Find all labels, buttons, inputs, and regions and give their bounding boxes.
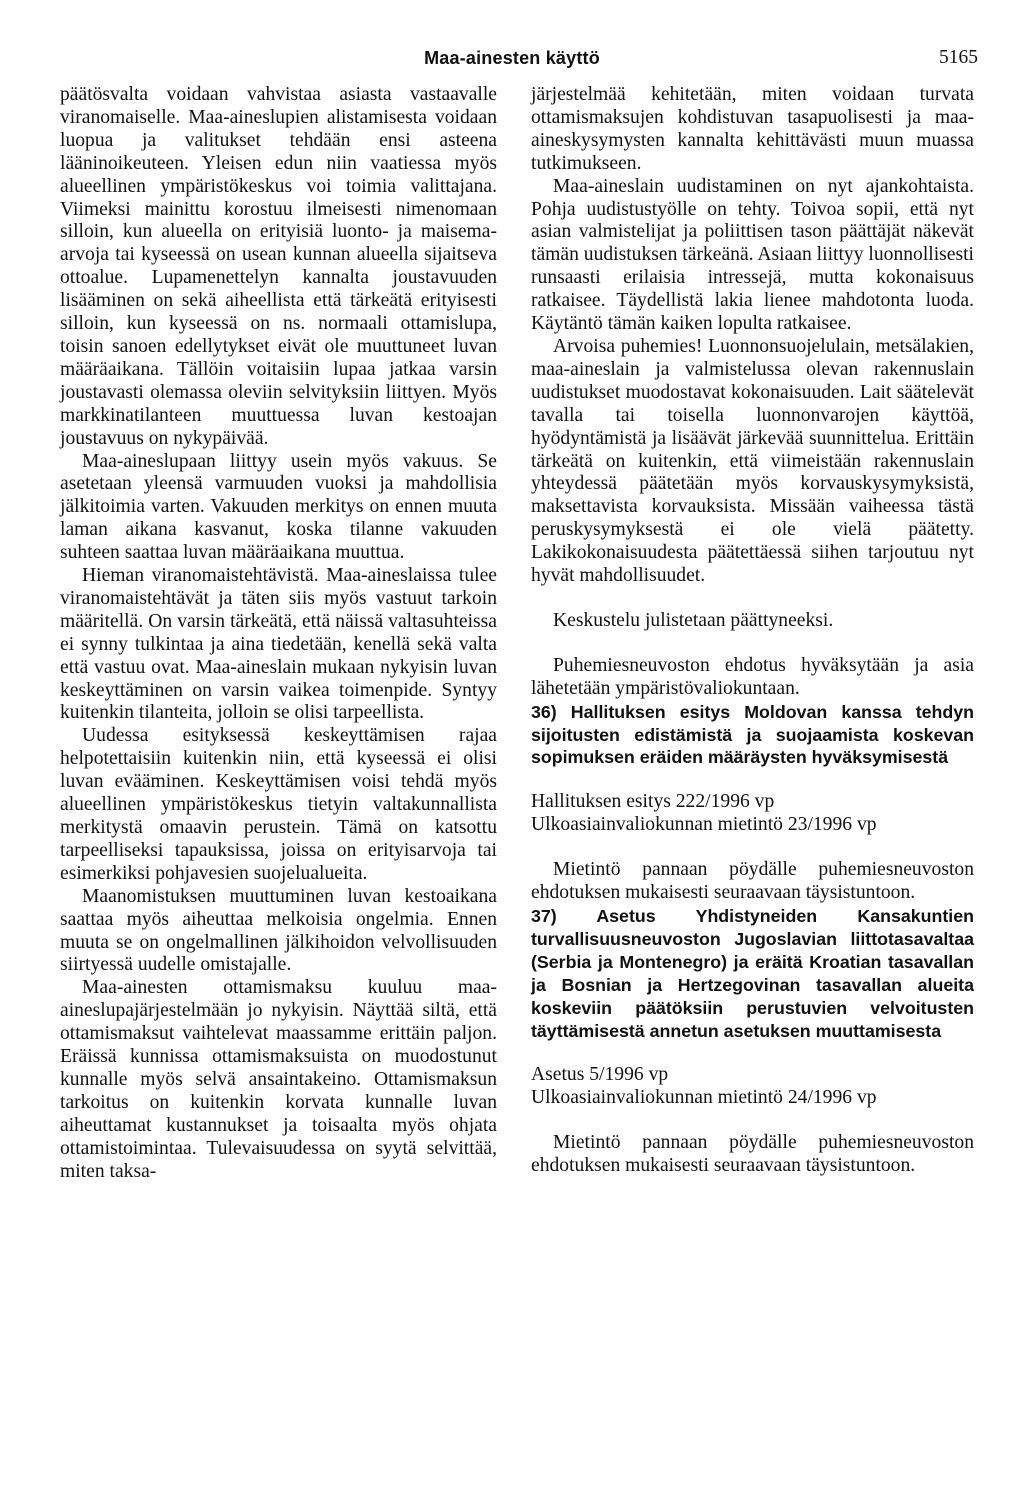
right-column	[531, 84, 974, 1178]
reference-proposal: Hallituksen esitys 222/1996 vp	[531, 791, 775, 813]
agenda-item-37	[531, 905, 974, 1178]
agenda-item-decision: Mietintö pannaan pöydälle puhemiesneuvoston ehdotuksen mukaisesti seuraavaan täysistuntoon.	[531, 1132, 974, 1177]
proposal-accepted-note: Puhemiesneuvoston ehdotus hyväksytään ja asia lähetetään ympäristövaliokuntaan.	[531, 654, 974, 699]
agenda-item-36	[531, 701, 974, 905]
paragraph: Maa-ainesten ottamismaksu kuuluu maa-aineslupajärjestelmään jo nykyisin. Näyttää siltä, että ottamismaksut vaihtelevat maassamme erittäin paljon. Eräissä kunnissa ottamismaksuista on muodostunut kunnalle myös selvä ansaintakeino. Ottamismaksun tarkoitus on kuitenkin korvata kunnalle luvan aiheuttamat kustannukset ja toisaalta myös ohjata ottamistoimintaa. Tulevaisuudessa on syytä selvittää, miten taksa-	[60, 977, 497, 1182]
paragraph-continuation: päätösvalta voidaan vahvistaa asiasta vastaavalle viranomaiselle. Maa-aineslupien alistamisesta voidaan luopua ja valitukset tehdään ensi asteena lääninoikeuteen. Yleisen edun niin vaatiessa myös alueellinen ympäristökeskus voi toimia valittajana. Viimeksi mainittu korostuu ilmeisesti nimenomaan silloin, kun alueella on erityisiä luonto- ja maisema-arvoja tai kyseessä on usean kunnan alueella sijaitseva ottoalue. Lupamenettelyn kannalta joustavuuden lisääminen on sekä aiheellista että tärkeätä erityisesti silloin, kun kyseessä on ns. normaali ottamislupa, toisin sanoen edellytykset eivät ole muuttuneet luvan määräaikana. Tällöin voitaisiin lupaa jatkaa varsin joustavasti olemassa oleviin selvityksiin liittyen. Myös markkinatilanteen muuttuessa luvan kestoajan joustavuus on nykypäivää.	[60, 84, 497, 449]
paragraph-continuation: järjestelmää kehitetään, miten voidaan turvata ottamismaksujen kohdistuvan tasapuolisesti ja maa-aineskysymysten kannalta kehittävästi muun muassa tutkimukseen.	[531, 84, 974, 174]
reference-committee-report: Ulkoasiainvaliokunnan mietintö 24/1996 vp	[531, 1087, 877, 1109]
discussion-closed-note: Keskustelu julistetaan päättyneeksi.	[553, 609, 834, 631]
paragraph: Maanomistuksen muuttuminen luvan kestoaikana saattaa myös aiheuttaa melkoisia ongelmia. Ennen muuta se on ongelmallinen jälkihoidon velvollisuuden siirtyessä uudelle omistajalle.	[60, 885, 497, 976]
agenda-item-heading: 37) Asetus Yhdistyneiden Kansakuntien turvallisuusneuvoston Jugoslavian liittotasavaltaa (Serbia ja Montenegro) ja eräitä Kroatian tasavallan ja Bosnian ja Hertzegovinan tasavallan alueita koskeviin päätöksiin perustuvien velvoitusten täyttämisestä annetun asetuksen muuttamisesta	[531, 906, 974, 1041]
paragraph: Hieman viranomaistehtävistä. Maa-aineslaissa tulee viranomaistehtävät ja täten siis myös vastuut tarkoin määritellä. On varsin tärkeätä, että näissä valtasuhteissa ei synny tulkintaa ja aina tiedetään, kenellä sekä valta että vastuu ovat. Maa-aineslain mukaan nykyisin luvan keskeyttäminen on varsin vaikea toimenpide. Syntyy kuitenkin tilanteita, jolloin se olisi tarpeellista.	[60, 565, 497, 724]
left-column	[60, 84, 497, 1184]
paragraph: Arvoisa puhemies! Luonnonsuojelulain, metsälakien, maa-aineslain ja valmistelussa olevan rakennuslain uudistukset muodostavat kokonaisuuden. Lait säätelevät tavalla tai toisella luonnonvarojen käyttöä, hyödyntämistä ja lisäävät järkevää suunnittelua. Erittäin tärkeätä on kuitenkin, että viimeistään rakennuslain yhteydessä päätetään myös korvauskysymyksistä, maksettavista korvauksista. Missään vaiheessa tästä peruskysymyksestä ei ole vielä päätetty. Lakikokonaisuudesta päätettäessä siihen tarjoutuu nyt hyvät mahdollisuudet.	[531, 335, 974, 587]
agenda-item-references	[531, 791, 974, 837]
page-number: 5165	[939, 47, 978, 68]
paragraph: Uudessa esityksessä keskeyttämisen rajaa helpotettaisiin kuitenkin niin, että kyseessä ei olisi luvan evääminen. Keskeyttämisen voisi tehdä myös alueellinen ympäristökeskus tietyin valtakunnallista merkitystä omaavin perustein. Tämä on katsottu tarpeelliseksi tapauksissa, joissa on erityisarvoja tai esimerkiksi pohjavesien suojelualueita.	[60, 725, 497, 884]
agenda-item-references	[531, 1064, 974, 1110]
agenda-item-decision: Mietintö pannaan pöydälle puhemiesneuvoston ehdotuksen mukaisesti seuraavaan täysistuntoon.	[531, 859, 974, 904]
reference-committee-report: Ulkoasiainvaliokunnan mietintö 23/1996 vp	[531, 814, 877, 836]
paragraph: Maa-aineslain uudistaminen on nyt ajankohtaista. Pohja uudistustyölle on tehty. Toivoa sopii, että nyt asian valmistelijat ja poliittisen tason päättäjät näkevät tämän uudistuksen tärkeänä. Asiaan liittyy luonnollisesti runsaasti erilaisia intressejä, mutta kokonaisuus ratkaisee. Täydellistä lakia lienee mahdotonta luoda. Käytäntö tämän kaiken lopulta ratkaisee.	[531, 175, 974, 335]
paragraph: Maa-aineslupaan liittyy usein myös vakuus. Se asetetaan yleensä varmuuden vuoksi ja mahdollisia jälkitoimia varten. Vakuuden merkitys on ennen muuta laman aikana kasvanut, koska tilanne vakuuden suhteen saattaa luvan määräaikana muuttua.	[60, 450, 497, 564]
reference-decree: Asetus 5/1996 vp	[531, 1064, 669, 1086]
running-header-title: Maa-ainesten käyttö	[424, 48, 600, 68]
agenda-item-heading: 36) Hallituksen esitys Moldovan kanssa tehdyn sijoitusten edistämistä ja suojaamista koskevan sopimuksen eräiden määräysten hyväksymisestä	[531, 701, 974, 768]
